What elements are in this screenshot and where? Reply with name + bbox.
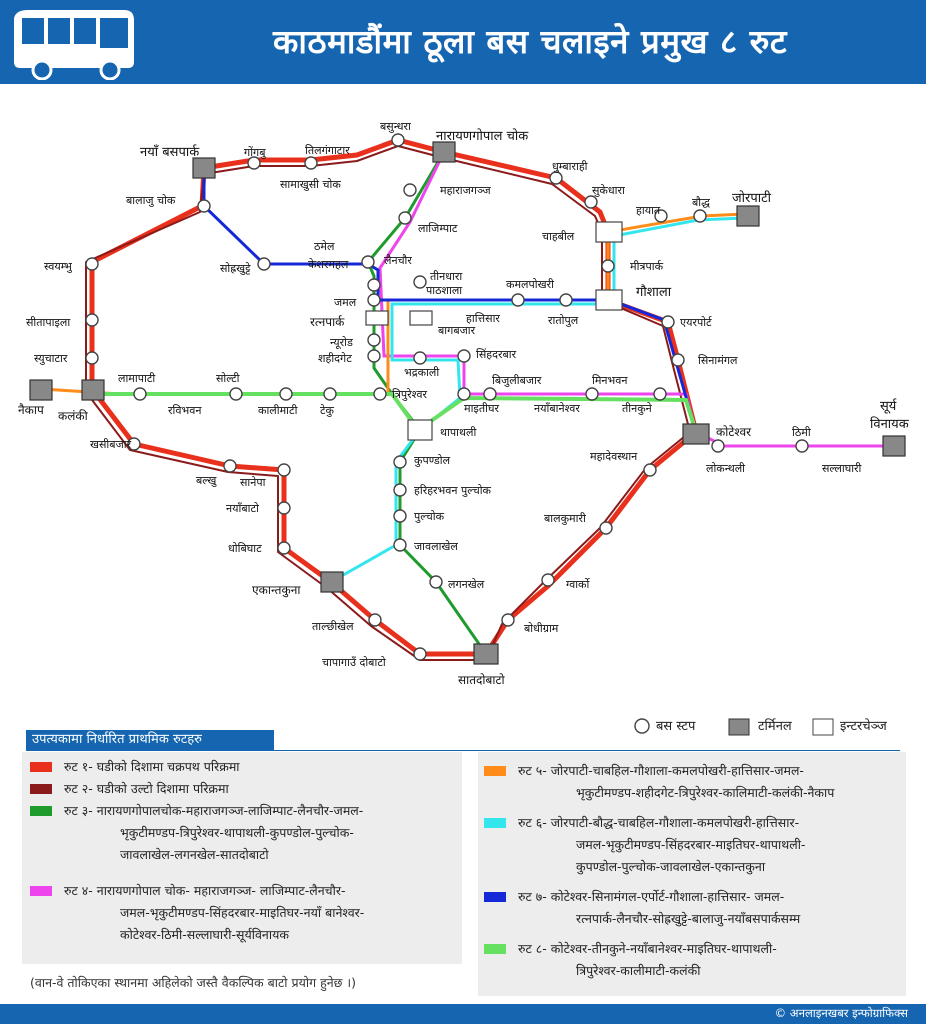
- key-interchange: इन्टरचेञ्ज: [840, 719, 887, 734]
- label-chabahil: चाहबील: [542, 230, 575, 243]
- label-mitrapark: मीत्रपार्क: [630, 260, 664, 273]
- route-1-label: रुट १-: [64, 759, 93, 774]
- route-5-legend: [484, 760, 904, 804]
- route-3-desc-1: नारायणगोपालचोक-महाराजगञ्ज-लाजिम्पाट-लैनचौर-जमल-: [96, 803, 364, 818]
- label-ratnapark: रत्नपार्क: [310, 315, 345, 329]
- route-3-desc-3: जावलाखेल-लगनखेल-सातदोबाटो: [120, 847, 269, 862]
- label-balkhu: बल्खु: [196, 474, 217, 487]
- bus-icon: [6, 4, 138, 80]
- label-gwarko: ग्वार्को: [566, 578, 590, 591]
- label-sanepa: सानेपा: [240, 476, 266, 489]
- label-bauddha: बौद्ध: [692, 196, 710, 209]
- label-samakhusi: सामाखुसी चोक: [280, 178, 341, 191]
- label-hayat: हायात: [636, 204, 661, 217]
- label-naya-buspark: नयाँ बसपार्क: [140, 145, 200, 160]
- route-5-label: रुट ५-: [518, 763, 547, 778]
- station-labels: [18, 120, 910, 687]
- key-bus-stop: बस स्टप: [656, 719, 696, 734]
- route-2-legend: [30, 778, 460, 800]
- label-thamel: ठमेल: [314, 240, 335, 253]
- label-airport: एयरपोर्ट: [680, 316, 712, 329]
- legend-header: उपत्यकामा निर्धारित प्राथमिक रुटहरु: [26, 730, 274, 750]
- label-newroad: न्यूरोड: [330, 336, 353, 349]
- route-8-legend: [484, 938, 904, 982]
- route-2-desc: घडीको उल्टो दिशामा परिक्रमा: [96, 781, 229, 796]
- route-8-label: रुट ८-: [518, 941, 547, 956]
- label-swayambhu: स्वयम्भु: [44, 260, 72, 273]
- label-basundhara: बसुन्धरा: [380, 120, 411, 133]
- route-5-desc-1: जोरपाटी-चाबहिल-गौशाला-कमलपोखरी-हात्तिसार-जमल-: [550, 763, 804, 778]
- label-chapagaun: चापागाउँ दोबाटो: [322, 656, 386, 669]
- label-tindhara-1: तीनधारा: [430, 270, 463, 283]
- bus-stop-key-icon: [634, 718, 650, 734]
- label-mahadevsthan: महादेवस्थान: [590, 450, 638, 463]
- label-narayan-gopal: नारायणगोपाल चोक: [436, 129, 529, 144]
- label-talchhikhel: ताल्छीखेल: [312, 620, 354, 633]
- route-6-label: रुट ६-: [518, 815, 547, 830]
- route-6-swatch: [484, 818, 506, 828]
- terminal-key-icon: [728, 718, 750, 736]
- label-lazimpat: लाजिम्पाट: [418, 222, 458, 235]
- label-ratopul: रातोपुल: [548, 314, 579, 327]
- label-lokanthali: लोकन्थली: [706, 462, 746, 475]
- label-dhobighat: धोबिघाट: [228, 542, 262, 555]
- label-kamalpokhari: कमलपोखरी: [506, 278, 554, 291]
- route-6-legend: [484, 812, 904, 878]
- label-jamal: जमल: [334, 296, 357, 309]
- route-1-desc: घडीको दिशामा चक्रपथ परिक्रमा: [96, 759, 240, 774]
- label-sallaghari: सल्लाघारी: [822, 462, 862, 475]
- label-maharajgunj: महाराजगञ्ज: [440, 184, 491, 197]
- label-kupondole: कुपण्डोल: [414, 454, 451, 467]
- label-koteshwor: कोटेश्वर: [716, 425, 752, 439]
- route-8-swatch: [484, 944, 506, 954]
- route-3-desc-2: भृकुटीमण्डप-त्रिपुरेश्वर-थापाथली-कुपण्डोल-पुल्चोक-: [120, 825, 354, 840]
- route-8-desc-2: त्रिपुरेश्वर-कालीमाटी-कलंकी: [576, 963, 701, 978]
- legend-divider: [26, 750, 900, 751]
- label-satdobato: सातदोबाटो: [458, 673, 505, 687]
- route-map-svg: [0, 84, 926, 724]
- label-minbhawan: मिनभवन: [592, 374, 628, 387]
- label-singhadarbar: सिंहदरबार: [476, 348, 517, 361]
- label-hattisar: हात्तिसार: [466, 312, 500, 325]
- label-harihar: हरिहरभवन पुल्चोक: [414, 484, 492, 497]
- route-6-desc-2: जमल-भृकुटीमण्डप-सिंहदरबार-माइतिघर-थापाथली-: [576, 837, 806, 852]
- label-bodhigram: बोधीग्राम: [524, 622, 559, 635]
- label-lamapati: लामापाटी: [118, 372, 156, 385]
- label-sinamangal: सिनामंगल: [698, 354, 738, 367]
- label-tinkune: तीनकुने: [622, 402, 652, 415]
- route-1-swatch: [30, 762, 52, 772]
- route-7-desc-2: रत्नपार्क-लैनचौर-सोह्रखुट्टे-बालाजु-नयाँबसपार्कसम्म: [576, 911, 801, 926]
- label-ekantakuna: एकान्तकुना: [252, 583, 301, 597]
- route-2-swatch: [30, 784, 52, 794]
- route-5-desc-2: भृकुटीमण्डप-शहीदगेट-त्रिपुरेश्वर-कालिमाटी-कलंकी-नैकाप: [576, 785, 835, 800]
- label-gaushala: गौशाला: [636, 285, 672, 300]
- label-naikap: नैकाप: [18, 403, 44, 417]
- route-map: [0, 84, 926, 724]
- route-3-swatch: [30, 806, 52, 816]
- route-7-desc-1: कोटेश्वर-सिनामंगल-एर्पोर्ट-गौशाला-हात्तिसार- जमल-: [550, 889, 785, 904]
- label-lainchaur: लैनचौर: [384, 254, 412, 267]
- route-2-label: रुट २-: [64, 781, 93, 796]
- footer-bar: [0, 1004, 926, 1024]
- label-pulchowk: पुल्चोक: [414, 510, 445, 523]
- footnote: (वान-वे तोकिएका स्थानमा अहिलेको जस्तै वैकल्पिक बाटो प्रयोग हुनेछ ।): [30, 975, 357, 990]
- label-kalimati: कालीमाटी: [258, 404, 298, 417]
- label-tindhara-2: पाठशाला: [426, 284, 463, 297]
- label-jorpati: जोरपाटी: [732, 191, 772, 206]
- key-terminal: टर्मिनल: [758, 719, 792, 734]
- label-balaju: बालाजु चोक: [126, 194, 176, 207]
- route-7-label: रुट ७-: [518, 889, 547, 904]
- label-dhumbarahi: धुम्बाराही: [552, 160, 588, 173]
- label-shahidgate: शहीदगेट: [318, 352, 352, 365]
- page-title: काठमाडौंमा ठूला बस चलाइने प्रमुख ८ रुट: [273, 22, 787, 61]
- label-tripureshwor: त्रिपुरेश्वर: [392, 388, 427, 401]
- label-surya-1: सूर्य: [880, 399, 897, 414]
- label-bagbazar: बागबजार: [438, 324, 476, 337]
- route-7-legend: [484, 886, 904, 930]
- route-6-desc-3: कुपण्डोल-पुल्चोक-जावलाखेल-एकान्तकुना: [576, 859, 766, 874]
- label-balkumari: बालकुमारी: [544, 512, 586, 525]
- route-5-swatch: [484, 766, 506, 776]
- label-teku: टेकु: [320, 404, 334, 417]
- label-rabibhawan: रविभवन: [168, 404, 202, 417]
- label-sukedhara: सुकेधारा: [592, 184, 625, 197]
- label-tilganga: तिलगंगाटार: [305, 144, 350, 157]
- label-lagankhel: लगनखेल: [448, 578, 485, 591]
- bus-stops: [86, 134, 808, 660]
- route-4-legend: [30, 880, 460, 946]
- route-4-desc-2: जमल-भृकुटीमण्डप-सिंहदरबार-माइतिघर-नयाँ बानेश्वर-: [120, 905, 365, 920]
- label-maitighar: माइतीघर: [464, 402, 499, 415]
- label-kalanki: कलंकी: [58, 409, 88, 423]
- route-7-swatch: [484, 892, 506, 902]
- label-thimi: ठिमी: [792, 426, 811, 439]
- label-bijulibazar: बिजुलीबजार: [492, 374, 542, 387]
- label-gongabu: गोंगबु: [244, 146, 266, 159]
- interchange-key-icon: [812, 718, 834, 736]
- label-sitapaila: सीतापाइला: [26, 316, 71, 329]
- label-bhadrakali: भद्रकाली: [404, 366, 440, 379]
- route-4-label: रुट ४-: [64, 883, 93, 898]
- label-khasibazar: खसीबजार: [90, 438, 132, 451]
- label-thapathali: थापाथली: [440, 426, 477, 439]
- label-sohrakhutte: सोह्रखुट्टे: [220, 262, 251, 275]
- route-4-desc-1: नारायणगोपाल चोक- महाराजगञ्ज- लाजिम्पाट-लैनचौर-: [96, 883, 346, 898]
- route-3-legend: [30, 800, 460, 866]
- route-1-legend: [30, 756, 460, 778]
- route-4-swatch: [30, 886, 52, 896]
- credit-text: © अनलाइनखबर इन्फोग्राफिक्स: [774, 1006, 908, 1020]
- label-jawalakhel: जावलाखेल: [414, 540, 458, 553]
- label-surya-2: विनायक: [870, 417, 909, 432]
- label-nayabato: नयाँबाटो: [226, 502, 259, 515]
- header-bar: [0, 0, 926, 84]
- label-kesharmahal: केशरमहल: [308, 258, 349, 271]
- route-4-desc-3: कोटेश्वर-ठिमी-सल्लाघारी-सूर्यविनायक: [120, 927, 289, 942]
- label-naya-baneshwor: नयाँबानेश्वर: [534, 402, 580, 415]
- route-3-label: रुट ३-: [64, 803, 93, 818]
- route-8-desc-1: कोटेश्वर-तीनकुने-नयाँबानेश्वर-माइतिघर-थापाथली-: [550, 941, 777, 956]
- label-syuchatar: स्युचाटार: [34, 352, 68, 365]
- label-solti: सोल्टी: [216, 372, 240, 385]
- route-6-desc-1: जोरपाटी-बौद्ध-चाबहिल-गौशाला-कमलपोखरी-हात्तिसार-: [550, 815, 800, 830]
